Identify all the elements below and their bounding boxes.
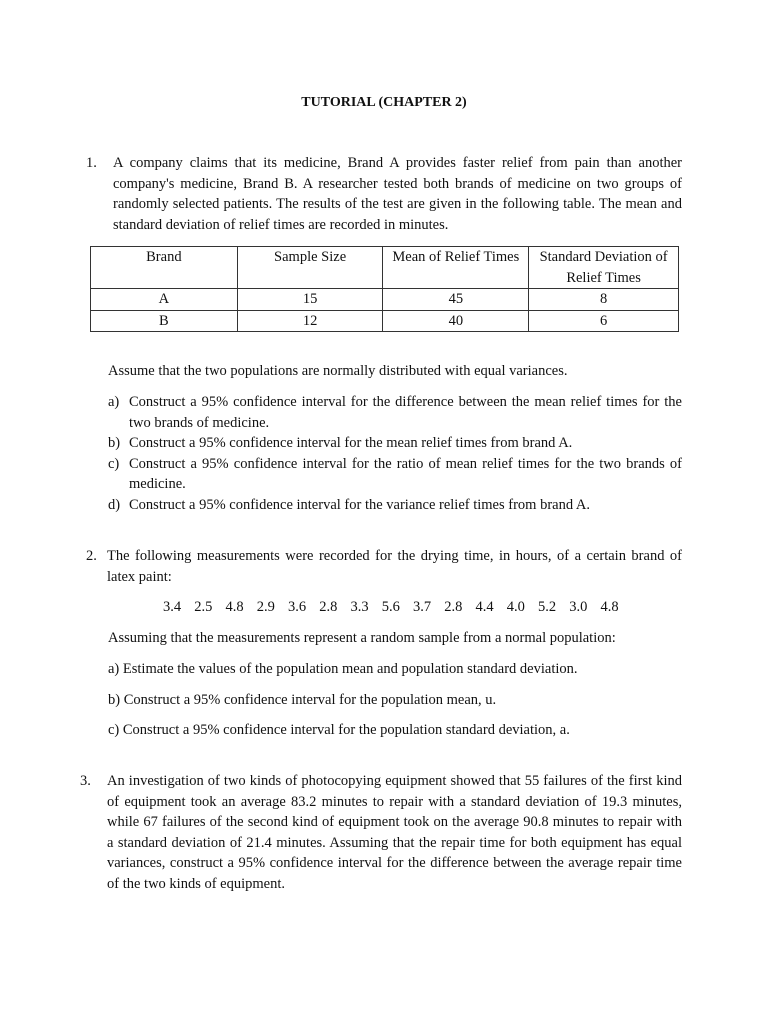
question-number: 1. — [86, 155, 97, 171]
table-cell: 45 — [383, 289, 529, 311]
page-title: TUTORIAL (CHAPTER 2) — [301, 95, 467, 110]
q1-assumption: Assume that the two populations are normally distributed with equal variances. — [108, 363, 568, 379]
part-label: a) — [108, 661, 120, 677]
data-value: 3.4 — [163, 599, 182, 615]
data-value: 2.5 — [194, 599, 213, 615]
table-cell: A — [91, 289, 238, 311]
part-label: a) — [108, 394, 120, 410]
table-row — [91, 310, 679, 332]
table-header-cell: Sample Size — [237, 247, 383, 289]
part-label: b) — [108, 692, 121, 708]
table-cell: 15 — [237, 289, 383, 311]
q2-part-b — [108, 690, 682, 711]
data-value: 4.4 — [475, 599, 494, 615]
data-value: 4.0 — [506, 599, 525, 615]
question-number: 2. — [86, 548, 97, 564]
data-value: 3.3 — [350, 599, 369, 615]
list-item — [108, 495, 682, 516]
data-value: 2.8 — [319, 599, 338, 615]
part-label: d) — [108, 496, 121, 513]
data-value: 3.6 — [288, 599, 307, 615]
table-header-cell: Standard Deviation of Relief Times — [529, 247, 679, 289]
data-value: 5.6 — [381, 599, 400, 615]
q2-assumption: Assuming that the measurements represent a random sample from a normal population: — [108, 630, 616, 646]
data-value: 3.0 — [569, 599, 588, 615]
table-cell: 12 — [237, 310, 383, 332]
table-cell: B — [91, 310, 238, 332]
data-value: 2.8 — [444, 599, 463, 615]
part-text: Construct a 95% confidence interval for the variance relief times from brand A. — [129, 496, 591, 513]
q2-part-a — [108, 659, 682, 680]
data-value: 2.9 — [256, 599, 275, 615]
question-2 — [86, 546, 682, 587]
table-row — [91, 289, 679, 311]
question-1 — [86, 153, 682, 235]
relief-times-table — [90, 246, 679, 332]
part-text: Construct a 95% confidence interval for the population standard deviation, a. — [122, 722, 570, 738]
table-header-cell: Brand — [91, 247, 238, 289]
list-item — [108, 433, 682, 454]
part-label: b) — [108, 435, 121, 451]
part-label: c) — [108, 722, 120, 738]
part-text: Construct a 95% confidence interval for the difference between the mean relief times for the two brands of medicine. — [129, 394, 682, 431]
table-cell: 40 — [383, 310, 529, 332]
question-number: 3. — [80, 773, 91, 789]
question-text: The following measurements were recorded for the drying time, in hours, of a certain brand of latex paint: — [107, 548, 682, 585]
part-text: Construct a 95% confidence interval for the mean relief times from brand A. — [129, 435, 573, 451]
data-value: 4.8 — [600, 599, 619, 615]
question-text: A company claims that its medicine, Brand A provides faster relief from pain than another company's medicine, Brand B. A researcher tested both brands of medicine on two groups of randomly selected patients. The results of the test are given in the following table. The mean and standard deviation of relief times are recorded in minutes. — [113, 155, 682, 233]
question-3 — [80, 771, 682, 894]
data-value: 5.2 — [538, 599, 557, 615]
data-value: 3.7 — [413, 599, 432, 615]
data-value: 4.8 — [225, 599, 244, 615]
part-text: Estimate the values of the population mean and population standard deviation. — [122, 661, 578, 677]
drying-times-values — [163, 597, 628, 618]
question-text: An investigation of two kinds of photocopying equipment showed that 55 failures of the first kind of equipment took an average 83.2 minutes to repair with a standard deviation of 19.3 minutes, while 67 failures of the second kind of equipment took on the average 90.8 minutes to repair with a standard deviation of 21.4 minutes. Assuming that the repair time for both equipment has equal variances, construct a 95% confidence interval for the difference between the average repair time of the two kinds of equipment. — [107, 773, 682, 892]
table-header-cell: Mean of Relief Times — [383, 247, 529, 289]
q2-part-c — [108, 720, 682, 741]
table-cell: 6 — [529, 310, 679, 332]
list-item — [108, 392, 682, 433]
q1-parts-list — [108, 392, 682, 515]
table-cell: 8 — [529, 289, 679, 311]
part-text: Construct a 95% confidence interval for the ratio of mean relief times for the two brands of medicine. — [129, 455, 682, 492]
part-label: c) — [108, 455, 120, 472]
table-header-row — [91, 247, 679, 289]
list-item — [108, 454, 682, 495]
part-text: Construct a 95% confidence interval for the population mean, u. — [123, 692, 497, 708]
